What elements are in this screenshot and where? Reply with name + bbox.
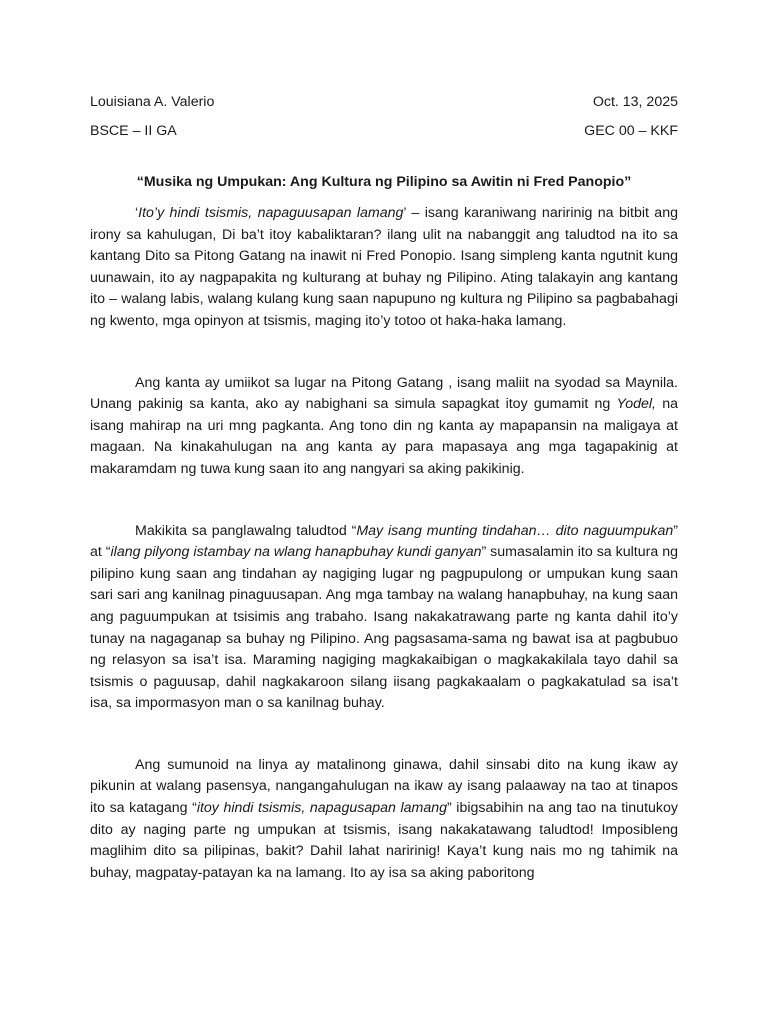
p4-text-2: ” ibigsabihin na ang tao na tinutukoy dito ay naging parte ng umpukan at tsismis, isang nakakatawang taludtod! Imposibleng maglihim dito sa pilipinas, bakit? Dahil lahat naririnig! Kaya’t kung nais mo ng tahimik na buhay, magpatay-patayan ka na lamang. Ito ay isa sa aking paboritong (90, 800, 678, 881)
p2-text-after: na isang mahirap na uri mng pagkanta. Ang tono din ng kanta ay mapapansin na maligaya at magaan. Na kinakahulugan na ang kanta ay para mapasaya ang mga tagapakinig at makaramdam ng tuwa kung saan ito ang nangyari sa aking pakikinig. (90, 396, 678, 477)
document-page (90, 91, 678, 884)
paragraph-1 (90, 203, 678, 333)
p3-quoted-line-2: ilang pilyong istambay na wlang hanapbuhay kundi ganyan (110, 544, 482, 561)
p3-quoted-line-1: May isang munting tindahan… dito naguumpukan (356, 522, 674, 539)
p1-text: ’ – isang karaniwang naririnig na bitbit ang irony sa kahulugan, Di ba’t itoy kabaliktaran? ilang ulit na nabanggit ang taludtod na ito sa kantang Dito sa Pitong Gatang na inawit ni Fred Ponopio. Isang simpleng kanta ngutnit kung uunawain, ito ay nagpapakita ng kulturang at buhay ng Pilipino. Ating talakayin ang kantang ito – walang labis, walang kulang kung saan napupuno ng kultura ng Pilipino sa pagbabahagi ng kwento, mga opinyon at tsismis, maging ito’y totoo ot haka-haka lamang. (90, 205, 678, 329)
section: BSCE – II GA (90, 123, 177, 139)
p4-quoted-line: itoy hindi tsismis, napagusapan lamang (196, 800, 447, 817)
p3-text-2: ” at “ (90, 522, 678, 561)
paragraph-4 (90, 755, 678, 885)
p1-quoted-line: Ito’y hindi tsismis, napaguusapan lamang (138, 205, 404, 221)
author-name: Louisiana A. Valerio (90, 94, 215, 110)
p4-text-1: Ang sumunoid na linya ay matalinong ginawa, dahil sinsabi dito na kung ikaw ay pikunin at walang pasensya, nangangahulugan na ikaw ay isang palaaway na tao at tinapos ito sa katagang “ (90, 756, 678, 817)
p2-text-before: Ang kanta ay umiikot sa lugar na Pitong Gatang , isang maliit na syodad sa Maynila. Unang pakinig sa kanta, ako ay nabighani sa simula sapagkat itoy gumamit ng (90, 374, 678, 413)
p1-open-quote: ‘ (135, 205, 139, 221)
paragraph-3 (90, 521, 678, 715)
essay-title: “Musika ng Umpukan: Ang Kultura ng Pilipino sa Awitin ni Fred Panopio” (136, 174, 632, 190)
header-row-2 (90, 120, 678, 142)
p2-italic-term: Yodel, (616, 396, 656, 413)
date: Oct. 13, 2025 (592, 94, 678, 110)
p3-text-3: ” sumasalamin ito sa kultura ng pilipino kung saan ang tindahan ay nagiging lugar ng pagpupulong or umpukan kung saan sari sari ang kanilnag pinaguusapan. Ang mga tambay na walang hanapbuhay, na kung saan ang paguumpukan at tsisimis ang trabaho. Isang nakakatrawang parte ng kanta dahil ito’y tunay na nagaganap sa buhay ng Pilipino. Ang pagsasama-sama ng bawat isa at pagbubuo ng relasyon sa isa’t isa. Maraming nagiging magkakaibigan o magkakakilala tayo dahil sa tsismis o paguusap, dahil nagkakaroon silang iisang pagkakaalam o pagkakatulad sa isa’t isa, sa impormasyon man o sa kanilnag buhay. (90, 544, 678, 712)
paragraph-2 (90, 373, 678, 481)
p3-text-1: Makikita sa panglawalng taludtod “ (135, 522, 357, 539)
course-code: GEC 00 – KKF (584, 123, 678, 139)
header-row-1 (90, 91, 678, 113)
